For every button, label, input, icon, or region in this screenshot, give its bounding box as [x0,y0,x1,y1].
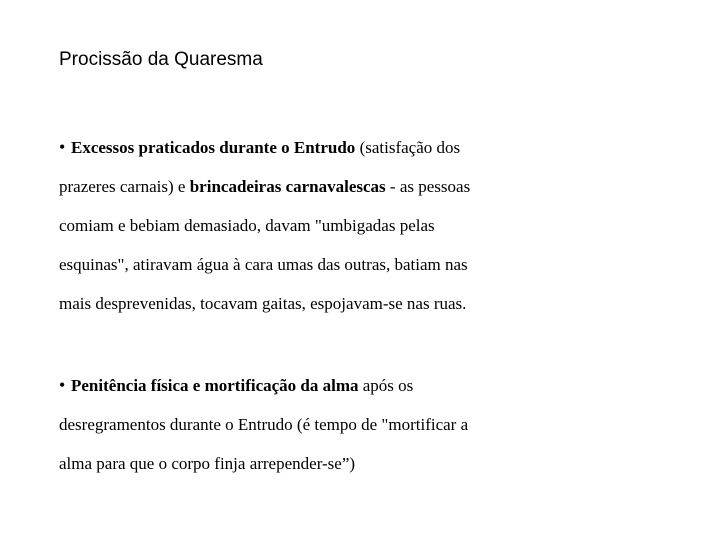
body-text: após os [358,376,414,395]
body-text: (satisfação dos [355,138,461,157]
bullet-item-penitencia [59,366,559,483]
bold-text: Penitência física e mortificação da alma [71,376,359,395]
bullet-line [59,167,559,206]
bullet-line: comiam e bebiam demasiado, davam "umbigadas pelas [59,216,435,235]
bullet-item-entrudo [59,128,559,323]
bullet-line [59,128,559,167]
slide-title: Procissão da Quaresma [59,49,263,70]
bullet-line: desregramentos durante o Entrudo (é tempo de "mortificar a [59,415,469,434]
bullet-line [59,366,559,405]
bold-text: Excessos praticados durante o Entrudo [71,138,356,157]
bullet-line: esquinas", atiravam água à cara umas das outras, batiam nas [59,255,468,274]
body-text: - as pessoas [385,177,471,196]
body-text: prazeres carnais) e [59,177,190,196]
bullet-icon: • [59,137,66,157]
bullet-icon: • [59,375,66,395]
bold-text: brincadeiras carnavalescas [189,177,386,196]
bullet-line: alma para que o corpo finja arrepender-se”) [59,454,356,473]
bullet-line: mais desprevenidas, tocavam gaitas, espojavam-se nas ruas. [59,294,467,313]
